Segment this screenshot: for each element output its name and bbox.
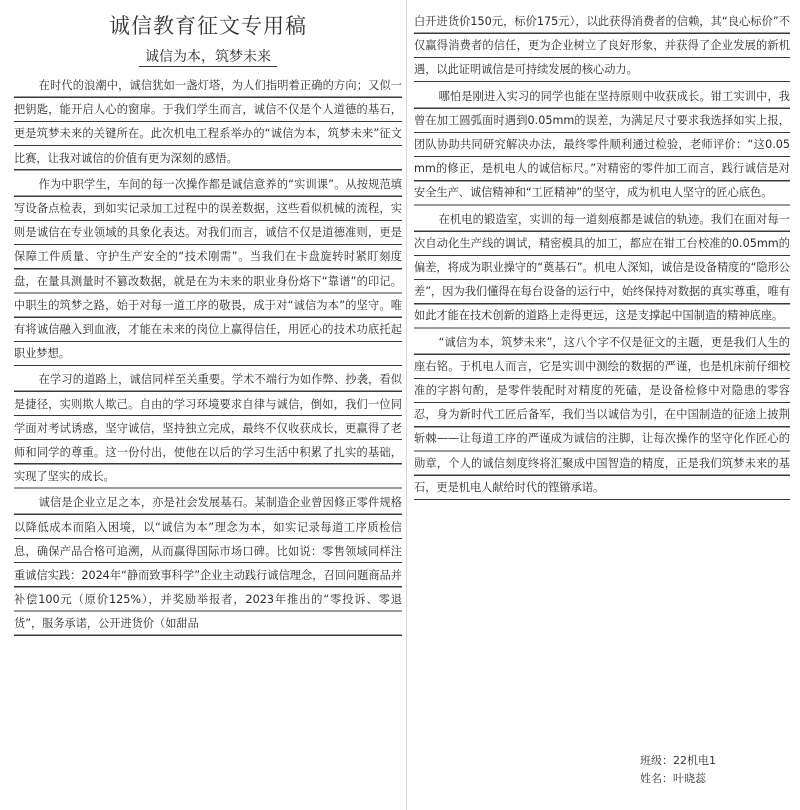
paragraph: “诚信为本，筑梦未来”，这八个字不仅是征文的主题，更是我们人生的座右铭。于机电人而言，它是实训中测绘的数据的严谨，也是机床前仔细校准的字斟句酌，是零件装配时对精度的死磕，是设备检修中对隐患的零容忍，身为新时代工匠后备军，我们当以诚信为引，在中国制造的征途上披荆斩棘——让每道工序的严谨成为诚信的注脚，让每次操作的坚守化作匠心的勋章，个人的诚信刻度终将汇聚成中国智造的精度，正是我们筑梦未来的基石，更是机电人献给时代的铿锵承诺。 bbox=[414, 331, 790, 500]
paragraph: 诚信是企业立足之本，亦是社会发展基石。某制造企业曾因修正零件规格以降低成本而陷入困境，以“诚信为本”理念为本，如实记录每道工序质检信息，确保产品合格可追溯，从而赢得国际市场口碑。比如说：零售领域同样注重诚信实践：2024年“静而致事科学”企业主动践行诚信理念，召回问题商品并补偿100元（原价125%），并奖励举报者，2023年推出的“零投诉、零退货”，服务承诺，公开进货价（如甜品 bbox=[14, 491, 402, 636]
paragraph: 在机电的锻造室，实训的每一道刻痕都是诚信的轨迹。我们在面对每一次自动化生产线的调试，精密模具的加工，都应在钳工台校准的0.05mm的偏差，将成为职业操守的“奠基石”。机电人深知，诚信是设备精度的“隐形公差”，因为我们懂得在每台设备的运行中，始终保持对数据的真实尊重，唯有如此才能在技术创新的道路上走得更远，这是支撑起中国制造的精神底座。 bbox=[414, 208, 790, 329]
page-title: 诚信教育征文专用稿 bbox=[109, 14, 307, 38]
essay-subtitle-text: 诚信为本，筑梦未来 bbox=[139, 49, 277, 67]
column-divider bbox=[406, 0, 407, 810]
paragraph: 哪怕是刚进入实习的同学也能在坚持原则中收获成长。钳工实训中，我曾在加工圆弧面时遇到0.05mm的误差，为满足尺寸要求我选择如实上报，团队协助共同研究解决办法，最终零件顺利通过检验，老师评价：“这0.05mm的修正，是机电人的诚信标尺。”对精密的零件加工而言，践行诚信是对安全生产、诚信精神和“工匠精神”的坚守，成为机电人坚守的匠心底色。 bbox=[414, 85, 790, 206]
signature-block bbox=[640, 752, 790, 788]
paragraph: 在学习的道路上，诚信同样至关重要。学术不端行为如作弊、抄袭，看似是捷径，实则欺人欺己。自由的学习环境要求自律与诚信，倒如，我们一位同学面对考试诱惑，坚守诚信，坚持独立完成，最终不仅收获成长，更赢得了老师和同学的尊重。这一份付出，使他在以后的学习生活中积累了扎实的基础，实现了坚实的成长。 bbox=[14, 368, 402, 489]
paragraph: 在时代的浪潮中，诚信犹如一盏灯塔，为人们指明着正确的方向；又似一把钥匙，能开启人心的窗扉。于我们学生而言，诚信不仅是个人道德的基石，更是筑梦未来的关键所在。此次机电工程系举办的“诚信为本，筑梦未来”征文比赛，让我对诚信的价值有更为深刻的感悟。 bbox=[14, 74, 402, 171]
name-label: 姓名：叶晓蕊 bbox=[640, 772, 706, 785]
right-column bbox=[414, 0, 790, 810]
paragraph: 作为中职学生，车间的每一次操作都是诚信意养的“实训课”。从按规范填写设备点检表，到如实记录加工过程中的误差数据，这些看似机械的流程，实则是诚信在专业领域的具象化表达。对我们而言，诚信不仅是道德准则，更是保障工件质量、守护生产安全的“技术刚需”。当我们在卡盘旋转时紧盯刻度盘，在量具测量时不篡改数据，就是在为未来的职业身份烙下“靠谱”的印记。中职生的筑梦之路，始于对每一道工序的敬畏，成于对“诚信为本”的坚守。唯有将诚信融入到血液，才能在未来的岗位上赢得信任，用匠心的技术功底托起职业梦想。 bbox=[14, 173, 402, 367]
essay-subtitle bbox=[14, 46, 402, 66]
class-label: 班级：22机电1 bbox=[640, 754, 716, 767]
left-column bbox=[14, 0, 402, 810]
paragraph: 白开进货价150元，标价175元），以此获得消费者的信赖，其“良心标价”不仅赢得消费者的信任，更为企业树立了良好形象，并获得了企业发展的新机遇，以此证明诚信是可持续发展的核心动力。 bbox=[414, 10, 790, 83]
